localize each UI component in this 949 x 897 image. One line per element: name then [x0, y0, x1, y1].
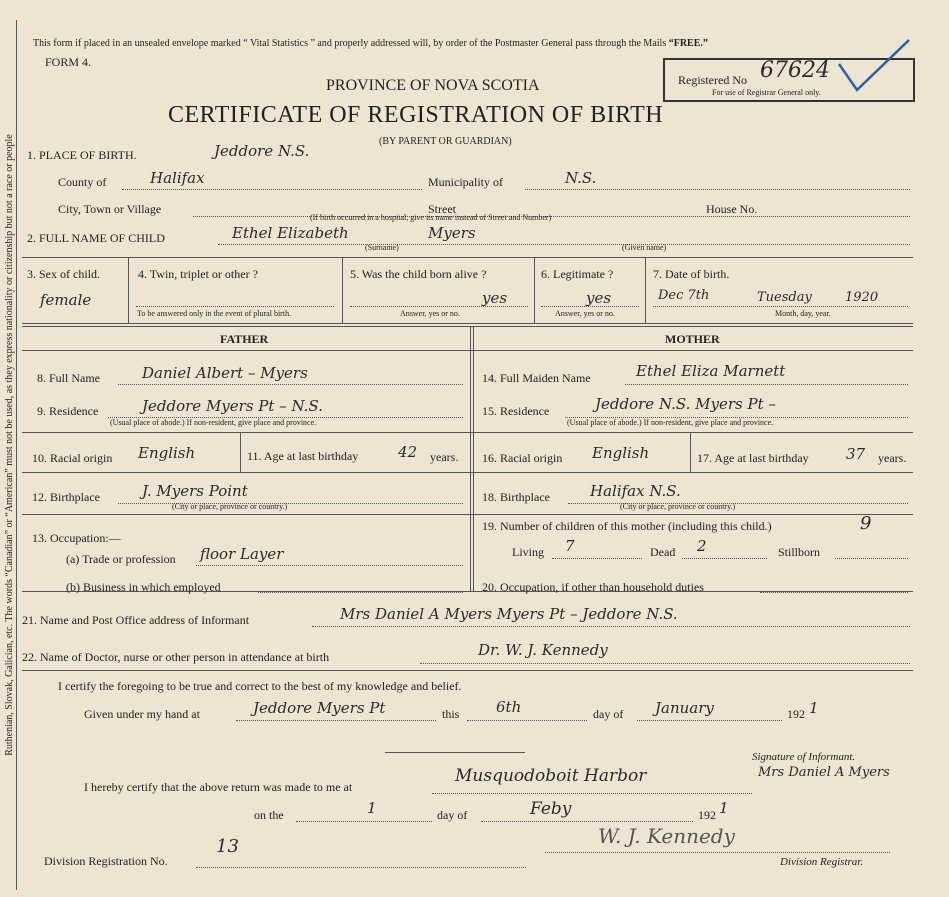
- grid-divider: [473, 326, 474, 591]
- father-racial-label: 10. Racial origin: [32, 451, 113, 465]
- rule: [22, 350, 913, 351]
- dob-day-value: Tuesday: [757, 290, 812, 305]
- child-name-label: 2. FULL NAME OF CHILD: [27, 231, 165, 245]
- on-month-line: [481, 821, 693, 822]
- twin-line: [136, 306, 334, 307]
- informant-line: [312, 626, 910, 627]
- occupation-label: 13. Occupation:—: [32, 531, 121, 545]
- divider: [534, 257, 535, 323]
- mother-birth-label: 18. Birthplace: [482, 490, 550, 504]
- mother-res-label: 15. Residence: [482, 404, 550, 418]
- father-city-note: (City or place, province or country.): [172, 502, 288, 511]
- doctor-line: [420, 663, 910, 664]
- city-line: [193, 216, 910, 217]
- given-month-line: [637, 720, 782, 721]
- registrar-use-note: For use of Registrar General only.: [712, 88, 821, 97]
- div-reg-no-label: Division Registration No.: [44, 854, 168, 868]
- rule: [22, 670, 913, 671]
- mother-abode-note: (Usual place of abode.) If non-resident, give place and province.: [567, 418, 774, 427]
- margin-line: [16, 20, 17, 890]
- business-label: (b) Business in which employed: [66, 580, 221, 594]
- divider: [240, 432, 241, 472]
- mother-age-label: 17. Age at last birthday: [697, 451, 809, 465]
- mother-heading: MOTHER: [665, 332, 720, 346]
- rule: [22, 472, 913, 473]
- place-of-birth-value: Jeddore N.S.: [214, 142, 310, 160]
- division-registrar-label: Division Registrar.: [780, 856, 864, 868]
- form-number: FORM 4.: [45, 55, 92, 69]
- div-reg-no-line: [196, 867, 526, 868]
- doctor-label: 22. Name of Doctor, nurse or other person in attendance at birth: [22, 650, 330, 664]
- father-age-label: 11. Age at last birthday: [247, 449, 359, 463]
- given-day-value: 6th: [496, 698, 522, 716]
- given-year-prefix: 192: [787, 707, 805, 721]
- father-heading: FATHER: [220, 332, 269, 346]
- mother-years-label: years.: [878, 451, 907, 465]
- on-year-value: 1: [719, 799, 729, 817]
- div-reg-no-value: 13: [216, 836, 239, 857]
- mother-racial-label: 16. Racial origin: [482, 451, 563, 465]
- street-label: Street: [428, 202, 456, 216]
- rule: [22, 323, 913, 324]
- county-value: Halifax: [150, 169, 205, 187]
- dead-line: [682, 558, 767, 559]
- alive-note: Answer, yes or no.: [400, 309, 460, 318]
- given-month-value: January: [655, 699, 714, 717]
- day-of-label: day of: [593, 707, 624, 721]
- trade-line: [196, 565, 463, 566]
- father-res-value: Jeddore Myers Pt – N.S.: [142, 397, 323, 415]
- child-surname-value: Ethel Elizabeth: [232, 224, 349, 242]
- father-birth-line: [118, 503, 463, 504]
- divider: [342, 257, 343, 323]
- twin-note: To be answered only in the event of plural birth.: [137, 309, 292, 318]
- dob-year-value: 1920: [845, 290, 879, 305]
- postal-notice-text: This form if placed in an unsealed envelope marked “ Vital Statistics ” and properly addressed will, by order of the Postmaster General pass through the Mails: [33, 38, 667, 49]
- mother-name-label: 14. Full Maiden Name: [482, 371, 591, 385]
- hospital-note: (If birth occurred in a hospital, give its name instead of Street and Number): [310, 213, 552, 222]
- subtitle: (BY PARENT OR GUARDIAN): [379, 136, 512, 147]
- postal-notice: [33, 39, 708, 49]
- municipality-line: [525, 189, 910, 190]
- mother-occupation-label: 20. Occupation, if other than household duties: [482, 580, 704, 594]
- on-the-label: on the: [254, 808, 284, 822]
- father-birth-label: 12. Birthplace: [32, 490, 100, 504]
- made-at-value: Musquodoboit Harbor: [455, 766, 647, 786]
- given-at-value: Jeddore Myers Pt: [253, 699, 386, 717]
- legit-label: 6. Legitimate ?: [541, 267, 614, 281]
- mother-birth-value: Halifax N.S.: [590, 482, 681, 500]
- sex-value: female: [40, 291, 92, 309]
- county-line: [122, 189, 422, 190]
- municipality-label: Municipality of: [428, 175, 503, 189]
- registrar-signature-value: W. J. Kennedy: [598, 824, 735, 848]
- made-at-line: [432, 793, 752, 794]
- given-at-line: [236, 720, 436, 721]
- mother-name-value: Ethel Eliza Marnett: [636, 362, 786, 380]
- legit-value: yes: [586, 289, 612, 307]
- side-note: Ruthenian, Slovak, Galician, etc. The words “Canadian” or “American” must not be used, as they express nationality or citizenship but not a race or people: [4, 134, 15, 756]
- registered-number: 67624: [760, 58, 830, 83]
- divider: [645, 257, 646, 323]
- informant-signature-value: Mrs Daniel A Myers: [758, 765, 890, 780]
- rule: [22, 257, 913, 258]
- registered-label: Registered No: [678, 73, 747, 87]
- registrar-signature-line: [545, 852, 890, 853]
- alive-label: 5. Was the child born alive ?: [350, 267, 487, 281]
- informant-label: 21. Name and Post Office address of Informant: [22, 613, 250, 627]
- rule: [22, 514, 913, 515]
- divider: [128, 257, 129, 323]
- living-label: Living: [512, 545, 544, 559]
- hereby-label: I hereby certify that the above return was made to me at: [84, 780, 353, 794]
- dob-line: [653, 306, 908, 307]
- check-mark-icon: [835, 36, 915, 98]
- mother-city-note: (City or place, province or country.): [620, 502, 736, 511]
- place-of-birth-label: 1. PLACE OF BIRTH.: [27, 148, 137, 162]
- on-year-prefix: 192: [698, 808, 716, 822]
- free-label: “FREE.”: [668, 38, 708, 49]
- business-line: [258, 592, 463, 593]
- father-res-label: 9. Residence: [37, 404, 99, 418]
- grid-divider: [470, 326, 471, 591]
- day-of-label-2: day of: [437, 808, 468, 822]
- stillborn-line: [835, 558, 908, 559]
- father-name-label: 8. Full Name: [37, 371, 100, 385]
- living-line: [552, 558, 642, 559]
- father-name-line: [118, 384, 463, 385]
- rule: [22, 326, 913, 327]
- num-children-label: 19. Number of children of this mother (including this child.): [482, 519, 772, 533]
- certify-text: I certify the foregoing to be true and correct to the best of my knowledge and belief.: [58, 679, 462, 693]
- signature-rule: [385, 752, 525, 753]
- informant-value: Mrs Daniel A Myers Myers Pt – Jeddore N.S.: [340, 605, 678, 623]
- father-years-label: years.: [430, 450, 459, 464]
- dead-value: 2: [697, 537, 707, 555]
- trade-value: floor Layer: [200, 545, 284, 563]
- dob-note: Month, day, year.: [775, 309, 831, 318]
- divider: [690, 432, 691, 472]
- dob-month-value: Dec 7th: [658, 288, 710, 303]
- sex-label: 3. Sex of child.: [27, 267, 100, 281]
- alive-value: yes: [482, 289, 508, 307]
- on-month-value: Feby: [530, 799, 572, 819]
- father-name-value: Daniel Albert – Myers: [142, 364, 308, 382]
- trade-label: (a) Trade or profession: [66, 552, 176, 566]
- county-label: County of: [58, 175, 107, 189]
- given-under-label: Given under my hand at: [84, 707, 200, 721]
- on-day-line: [296, 821, 432, 822]
- page-title: CERTIFICATE OF REGISTRATION OF BIRTH: [168, 102, 664, 128]
- father-racial-value: English: [138, 444, 196, 462]
- this-label: this: [442, 707, 460, 721]
- municipality-value: N.S.: [565, 169, 597, 187]
- living-value: 7: [565, 537, 575, 555]
- twin-label: 4. Twin, triplet or other ?: [138, 267, 258, 281]
- house-no-label: House No.: [706, 202, 758, 216]
- given-year-value: 1: [809, 699, 819, 717]
- child-name-line: [218, 244, 910, 245]
- rule: [22, 432, 913, 433]
- num-children-value: 9: [860, 513, 872, 534]
- mother-res-value: Jeddore N.S. Myers Pt –: [595, 395, 776, 413]
- stillborn-label: Stillborn: [778, 545, 821, 559]
- child-given-value: Myers: [428, 224, 476, 242]
- doctor-value: Dr. W. J. Kennedy: [478, 641, 608, 659]
- mother-name-line: [625, 384, 908, 385]
- given-day-line: [467, 720, 587, 721]
- city-label: City, Town or Village: [58, 202, 162, 216]
- mother-occupation-line: [760, 592, 908, 593]
- father-abode-note: (Usual place of abode.) If non-resident, give place and province.: [110, 418, 317, 427]
- father-age-value: 42: [398, 443, 418, 461]
- legit-note: Answer, yes or no.: [555, 309, 615, 318]
- on-day-value: 1: [367, 799, 377, 817]
- mother-birth-line: [568, 503, 908, 504]
- mother-racial-value: English: [592, 444, 650, 462]
- given-name-note: (Given name): [622, 243, 667, 252]
- dead-label: Dead: [650, 545, 676, 559]
- dob-label: 7. Date of birth.: [653, 267, 730, 281]
- surname-note: (Surname): [365, 243, 399, 252]
- province-heading: PROVINCE OF NOVA SCOTIA: [326, 77, 540, 94]
- informant-signature-label: Signature of Informant.: [752, 751, 856, 763]
- father-birth-value: J. Myers Point: [142, 482, 248, 500]
- mother-age-value: 37: [846, 445, 866, 463]
